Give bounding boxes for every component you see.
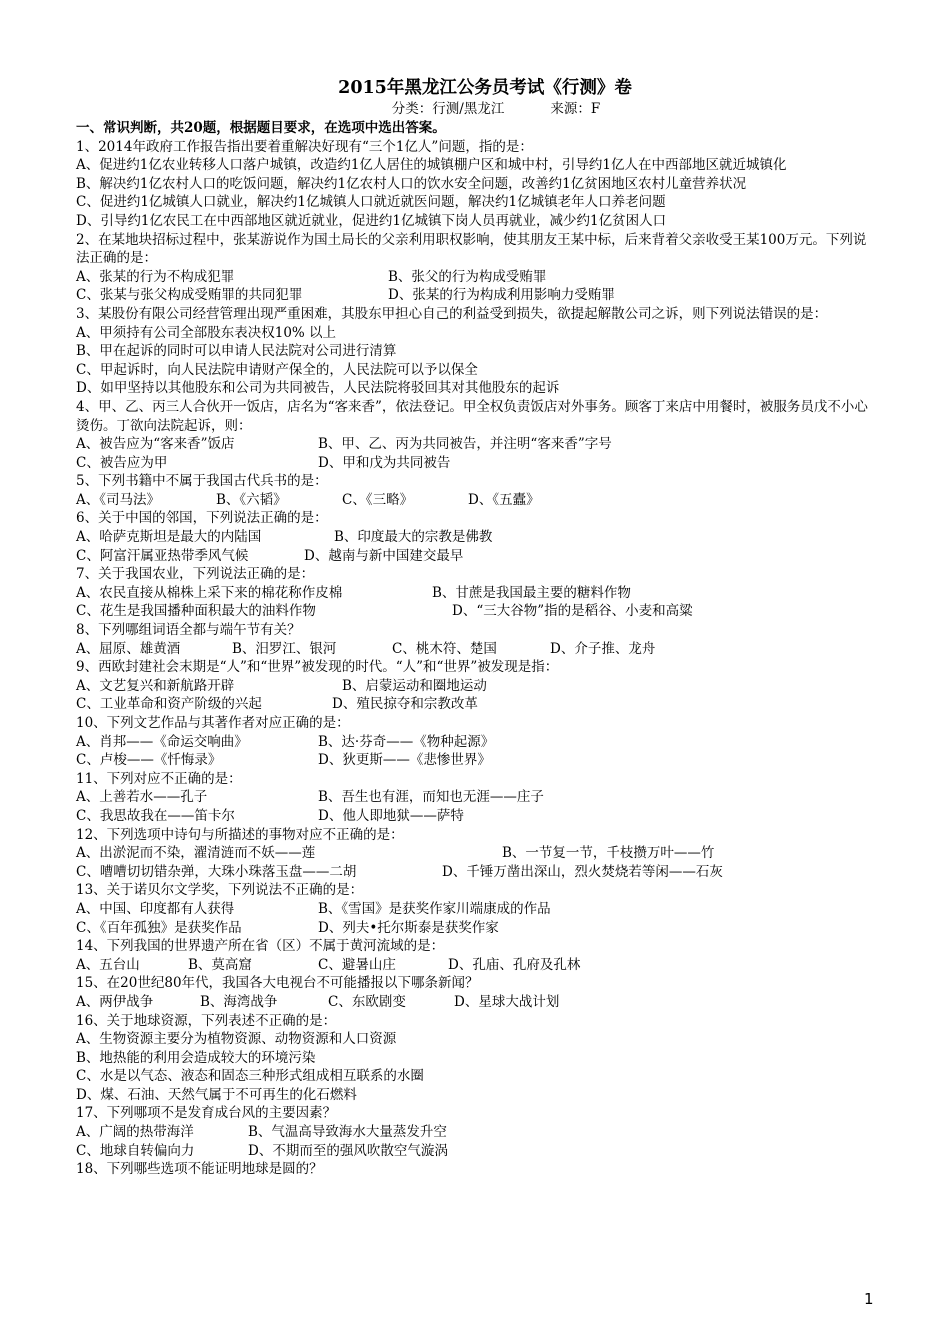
answer-option: B、气温高导致海水大量蒸发升空 (248, 1124, 447, 1141)
answer-option: B、《雪国》是获奖作家川端康成的作品 (318, 900, 551, 917)
answer-option: C、桃木符、楚国 (392, 640, 497, 657)
answer-option: A、屈原、雄黄酒 (76, 640, 181, 657)
answer-option: B、甘蔗是我国最主要的糖料作物 (432, 584, 631, 601)
text-line: A、生物资源主要分为植物资源、动物资源和人口资源 (76, 1031, 397, 1048)
answer-option: B、启蒙运动和圈地运动 (342, 677, 487, 694)
answer-option: C、《三略》 (342, 491, 414, 508)
source-label: 来源：F (550, 101, 601, 117)
option-row (76, 863, 876, 882)
option-row (76, 435, 876, 454)
answer-option: D、甲和戊为共同被告 (318, 454, 451, 471)
option-row (76, 640, 876, 659)
answer-option: A、两伊战争 (76, 993, 154, 1010)
option-row (76, 788, 876, 807)
answer-option: D、不期而至的强风吹散空气漩涡 (248, 1142, 448, 1159)
page-title: 2015年黑龙江公务员考试《行测》卷 (338, 78, 632, 98)
text-line: A、促进约1亿农业转移人口落户城镇，改造约1亿人居住的城镇棚户区和城中村，引导约1亿人在中西部地区就近城镇化 (76, 157, 787, 174)
answer-option: B、吾生也有涯，而知也无涯——庄子 (318, 789, 544, 806)
text-line: 17、下列哪项不是发育成台风的主要因素？ (76, 1105, 337, 1122)
answer-option: A、哈萨克斯坦是最大的内陆国 (76, 529, 262, 546)
answer-option: D、星球大战计划 (454, 993, 560, 1010)
answer-option: B、印度最大的宗教是佛教 (334, 529, 493, 546)
text-line: 7、关于我国农业，下列说法正确的是： (76, 566, 315, 583)
answer-option: C、阿富汗属亚热带季风气候 (76, 547, 249, 564)
text-line: B、甲在起诉的同时可以申请人民法院对公司进行清算 (76, 343, 397, 360)
text-line: B、解决约1亿农村人口的吃饭问题，解决约1亿农村人口的饮水安全问题，改善约1亿贫困地区农村儿童营养状况 (76, 175, 747, 192)
answer-option: C、花生是我国播种面积最大的油料作物 (76, 603, 316, 620)
option-row (76, 602, 876, 621)
answer-option: A、《司马法》 (76, 491, 160, 508)
option-row (76, 900, 876, 919)
answer-option: A、广阔的热带海洋 (76, 1124, 194, 1141)
answer-option: B、达·芬奇——《物种起源》 (318, 733, 495, 750)
question-list (76, 138, 876, 1179)
answer-option: D、狄更斯——《悲惨世界》 (318, 752, 491, 769)
option-row (76, 547, 876, 566)
answer-option: C、东欧剧变 (328, 993, 406, 1010)
answer-option: A、上善若水——孔子 (76, 789, 208, 806)
option-row (76, 268, 876, 287)
option-row (76, 733, 876, 752)
text-line: 5、下列书籍中不属于我国古代兵书的是： (76, 473, 328, 490)
answer-option: A、五台山 (76, 956, 140, 973)
text-line: 18、下列哪些选项不能证明地球是圆的？ (76, 1161, 323, 1178)
text-line: C、水是以气态、液态和固态三种形式组成相互联系的水圈 (76, 1068, 424, 1085)
answer-option: D、孔庙、孔府及孔林 (448, 956, 581, 973)
option-row (76, 1142, 876, 1161)
option-row (76, 751, 876, 770)
answer-option: D、《五蠹》 (468, 491, 540, 508)
answer-option: C、张某与张父构成受贿罪的共同犯罪 (76, 287, 303, 304)
answer-option: B、《六韬》 (216, 491, 287, 508)
answer-option: A、农民直接从棉株上采下来的棉花称作皮棉 (76, 584, 343, 601)
answer-option: D、“三大谷物”指的是稻谷、小麦和高粱 (452, 603, 693, 620)
answer-option: B、张父的行为构成受贿罪 (388, 268, 547, 285)
text-line: 8、下列哪组词语全都与端午节有关？ (76, 622, 301, 639)
text-line: 2、在某地块招标过程中，张某游说作为国土局长的父亲利用职权影响，使其朋友王某中标，后来背着父亲收受王某100万元。下列说法正确的是： (76, 231, 867, 267)
answer-option: A、文艺复兴和新航路开辟 (76, 677, 235, 694)
text-line: C、促进约1亿城镇人口就业，解决约1亿城镇人口就近就医问题，解决约1亿城镇老年人口养老问题 (76, 194, 666, 211)
answer-option: A、张某的行为不构成犯罪 (76, 268, 235, 285)
option-row (76, 844, 876, 863)
answer-option: D、列夫•托尔斯泰是获奖作家 (318, 919, 499, 936)
text-line: 14、下列我国的世界遗产所在省（区）不属于黄河流域的是： (76, 938, 445, 955)
text-line: C、甲起诉时，向人民法院申请财产保全的，人民法院可以予以保全 (76, 361, 478, 378)
answer-option: C、被告应为甲 (76, 454, 168, 471)
text-line: 6、关于中国的邻国，下列说法正确的是： (76, 510, 328, 527)
answer-option: D、千锤万凿出深山，烈火焚烧若等闲——石灰 (442, 863, 723, 880)
answer-option: B、汨罗江、银河 (232, 640, 337, 657)
answer-option: D、越南与新中国建交最早 (304, 547, 464, 564)
answer-option: C、避暑山庄 (318, 956, 396, 973)
answer-option: B、甲、乙、丙为共同被告，并注明“客来香”字号 (318, 436, 612, 453)
text-line: D、如甲坚持以其他股东和公司为共同被告，人民法院将驳回其对其他股东的起诉 (76, 380, 560, 397)
answer-option: A、出淤泥而不染，濯清涟而不妖——莲 (76, 845, 316, 862)
option-row (76, 528, 876, 547)
option-row (76, 807, 876, 826)
option-row (76, 454, 876, 473)
option-row (76, 584, 876, 603)
answer-option: B、一节复一节，千枝攒万叶——竹 (502, 845, 715, 862)
text-line: 16、关于地球资源，下列表述不正确的是： (76, 1012, 337, 1029)
option-row (76, 677, 876, 696)
text-line: D、引导约1亿农民工在中西部地区就近就业，促进约1亿城镇下岗人员再就业，减少约1亿贫困人口 (76, 212, 667, 229)
answer-option: D、介子推、龙舟 (550, 640, 656, 657)
text-line: A、甲须持有公司全部股东表决权10% 以上 (76, 324, 337, 341)
option-row (76, 993, 876, 1012)
option-row (76, 956, 876, 975)
answer-option: C、卢梭——《忏悔录》 (76, 752, 222, 769)
category-label: 分类：行测/黑龙江 (391, 101, 505, 117)
option-row (76, 919, 876, 938)
option-row (76, 286, 876, 305)
answer-option: D、殖民掠夺和宗教改革 (332, 696, 478, 713)
option-row (76, 1123, 876, 1142)
text-line: 4、甲、乙、丙三人合伙开一饭店，店名为“客来香”，依法登记。甲全权负责饭店对外事务。顾客丁来店中用餐时，被服务员戊不小心烫伤。丁欲向法院起诉，则： (76, 398, 868, 434)
text-line: 15、在20世纪80年代，我国各大电视台不可能播报以下哪条新闻？ (76, 975, 479, 992)
text-line: B、地热能的利用会造成较大的环境污染 (76, 1049, 316, 1066)
text-line: 9、西欧封建社会末期是“人”和“世界”被发现的时代。“人”和“世界”被发现是指： (76, 659, 559, 676)
answer-option: A、肖邦——《命运交响曲》 (76, 733, 248, 750)
option-row (76, 491, 876, 510)
answer-option: C、《百年孤独》是获奖作品 (76, 919, 242, 936)
answer-option: B、海湾战争 (200, 993, 278, 1010)
text-line: 10、下列文艺作品与其著作者对应正确的是： (76, 715, 350, 731)
text-line: D、煤、石油、天然气属于不可再生的化石燃料 (76, 1086, 357, 1103)
option-row (76, 695, 876, 714)
page-meta (116, 100, 876, 119)
answer-option: D、他人即地狱——萨特 (318, 807, 464, 824)
text-line: 12、下列选项中诗句与所描述的事物对应不正确的是： (76, 826, 404, 843)
answer-option: C、工业革命和资产阶级的兴起 (76, 696, 262, 713)
answer-option: A、中国、印度都有人获得 (76, 900, 235, 917)
section-heading: 一、常识判断，共20题，根据题目要求，在选项中选出答案。 (76, 120, 446, 136)
answer-option: C、我思故我在——笛卡尔 (76, 807, 235, 824)
answer-option: C、地球自转偏向力 (76, 1142, 195, 1159)
answer-option: A、被告应为“客来香”饭店 (76, 436, 235, 453)
answer-option: C、嘈嘈切切错杂弹，大珠小珠落玉盘——二胡 (76, 863, 357, 880)
document-page (76, 76, 876, 1179)
text-line: 3、某股份有限公司经营管理出现严重困难，其股东甲担心自己的利益受到损失，欲提起解散公司之诉，则下列说法错误的是： (76, 305, 828, 322)
answer-option: D、张某的行为构成利用影响力受贿罪 (388, 287, 615, 304)
answer-option: B、莫高窟 (188, 956, 252, 973)
page-number: 1 (864, 1290, 874, 1308)
text-line: 1、2014年政府工作报告指出要着重解决好现有“三个1亿人”问题，指的是： (76, 138, 533, 155)
text-line: 13、关于诺贝尔文学奖，下列说法不正确的是： (76, 882, 364, 899)
text-line: 11、下列对应不正确的是： (76, 770, 242, 787)
